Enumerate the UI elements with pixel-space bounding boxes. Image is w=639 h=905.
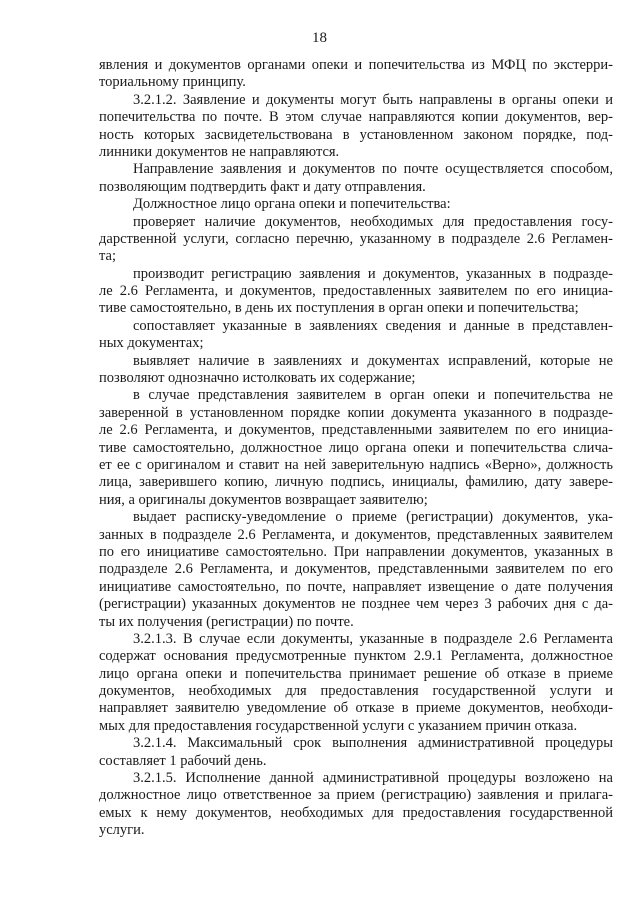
text-line: позволяют однозначно истолковать их содержание; [99, 370, 416, 387]
text-line: (регистрации) указанных документов не позднее чем через 3 рабочих дня с да- [99, 596, 613, 613]
text-line: ты их получения (регистрации) по почте. [99, 613, 354, 630]
text-line: ния, а оригиналы документов возвращает заявителю; [99, 491, 428, 508]
text-line: мых для предоставления государственной услуги с указанием причин отказа. [99, 717, 578, 734]
text-line: заверенной в установленном порядке копии документа указанного в подразде- [99, 404, 613, 421]
text-line: ториальному принципу. [99, 74, 246, 91]
text-line: Направление заявления и документов по почте осуществляется способом, [133, 161, 613, 178]
text-line: услуги. [99, 822, 145, 839]
text-line: тиве самостоятельно, в день их поступления в орган опеки и попечительства; [99, 300, 579, 317]
text-line: лицо органа опеки и попечительства принимает решение об отказе в приеме [99, 665, 613, 682]
text-line: по его инициативе самостоятельно. При направлении документов, указанных в [99, 543, 613, 560]
text-line: документов, необходимых для предоставления государственной услуги и [99, 683, 613, 700]
text-line: подразделе 2.6 Регламента, и документов, представленными заявителем по его [99, 561, 613, 578]
text-line: позволяющим подтвердить факт и дату отправления. [99, 178, 426, 195]
text-line: тиве самостоятельно, должностное лицо органа опеки и попечительства сличa- [99, 439, 613, 456]
text-line: выявляет наличие в заявлениях и документах исправлений, которые не [133, 352, 613, 369]
text-line: линники документов не направляются. [99, 143, 340, 160]
text-line: инициативе самостоятельно, по почте, направляет извещение о дате получения [99, 578, 613, 595]
text-line: должностное лицо ответственное за прием (регистрацию) заявления и прилага- [99, 787, 613, 804]
text-line: проверяет наличие документов, необходимых для предоставления госу- [133, 213, 613, 230]
text-line: 3.2.1.5. Исполнение данной административной процедуры возложено на [133, 770, 613, 787]
page-number: 18 [312, 30, 327, 46]
text-line: 3.2.1.4. Максимальный срок выполнения административной процедуры [133, 735, 613, 752]
text-line: ных документах; [99, 335, 204, 352]
text-line: ле 2.6 Регламента, и документов, представленными заявителем по его инициа- [99, 422, 613, 439]
text-line: та; [99, 248, 116, 265]
text-line: составляет 1 рабочий день. [99, 752, 267, 769]
text-line: производит регистрацию заявления и документов, указанных в подразде- [133, 265, 613, 282]
text-line: явления и документов органами опеки и попечительства из МФЦ по экстерри- [99, 57, 613, 73]
text-line: 3.2.1.3. В случае если документы, указанные в подразделе 2.6 Регламента [133, 630, 613, 647]
text-line: выдает расписку-уведомление о приеме (регистрации) документов, ука- [133, 509, 613, 526]
text-line: ет ее с оригиналом и ставит на ней заверительную надпись «Верно», должность [99, 456, 613, 473]
text-line: сопоставляет указанные в заявлениях сведения и данные в представлен- [133, 317, 613, 334]
text-line: ле 2.6 Регламента, и документов, предоставленных заявителем по его инициа- [99, 283, 613, 300]
text-line: направляет заявителю уведомление об отказе в приеме документов, необходи- [99, 700, 613, 717]
text-line: занных в подразделе 2.6 Регламента, и документов, представленных заявителем [99, 526, 613, 543]
text-line: лица, заверившего копию, личную подпись, инициалы, фамилию, дату завере- [99, 474, 613, 491]
text-line: содержат основания предусмотренные пунктом 2.9.1 Регламента, должностное [99, 648, 613, 665]
text-line: попечительства по почте. В этом случае направляются копии документов, вер- [99, 109, 613, 126]
text-line: ность которых засвидетельствована в установленном законом порядке, под- [99, 126, 613, 143]
text-line: в случае представления заявителем в орган опеки и попечительства не [133, 387, 613, 404]
text-line: дарственной услуги, согласно перечню, указанному в подразделе 2.6 Регламен- [99, 230, 613, 247]
text-line: емых к нему документов, необходимых для предоставления государственной [99, 804, 613, 821]
document-body [99, 57, 613, 840]
text-line: 3.2.1.2. Заявление и документы могут быть направлены в органы опеки и [133, 91, 613, 108]
text-line: Должностное лицо органа опеки и попечительства: [133, 196, 451, 213]
